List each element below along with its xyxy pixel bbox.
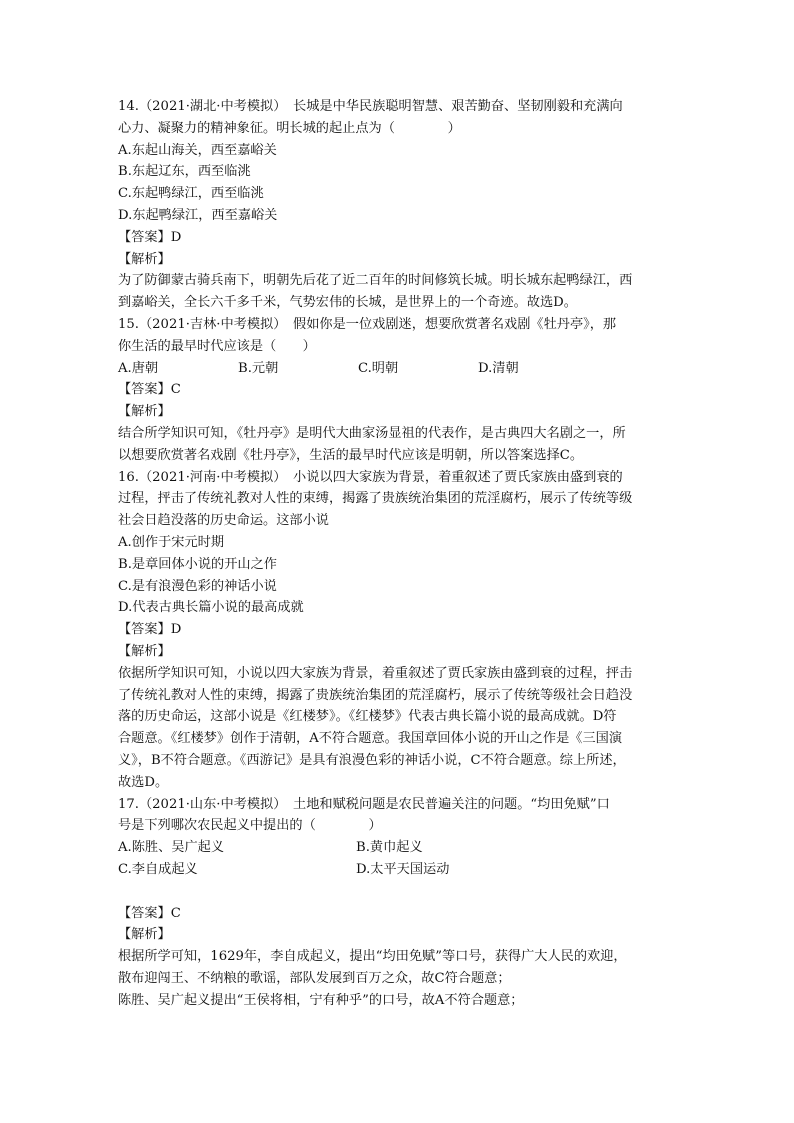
analysis-text: 散布迎闯王、不纳粮的歌谣，部队发展到百万之众，故C符合题意； [118, 971, 511, 987]
answer: 【答案】C [118, 382, 181, 398]
document-page [118, 96, 684, 1012]
analysis-label: 【解析】 [118, 251, 171, 267]
option-b: B.元朝 [238, 360, 279, 376]
question-stem: 14.（2021·湖北·中考模拟） 长城是中华民族聪明智慧、艰苦勤奋、坚韧刚毅和充满向 [118, 99, 623, 114]
analysis-text: 陈胜、吴广起义提出“王侯将相，宁有种乎”的口号，故A不符合题意； [118, 992, 524, 1008]
options-row [118, 358, 684, 380]
analysis-text: 为了防御蒙古骑兵南下，明朝先后花了近二百年的时间修筑长城。明长城东起鸭绿江，西 [118, 273, 633, 289]
question-stem: 17.（2021·山东·中考模拟） 土地和赋税问题是农民普遍关注的问题。“均田免赋”口 [118, 796, 610, 812]
option-c: C.东起鸭绿江，西至临洮 [118, 186, 264, 202]
question-15 [118, 314, 684, 467]
question-16 [118, 467, 684, 794]
analysis-text: 到嘉峪关，全长六千多千米，气势宏伟的长城，是世界上的一个奇迹。故选D。 [118, 295, 577, 311]
question-stem: 心力、凝聚力的精神象征。明长城的起止点为（ ） [118, 120, 461, 136]
question-stem: 16.（2021·河南·中考模拟） 小说以四大家族为背景，着重叙述了贾氏家族由盛到衰的 [118, 469, 623, 485]
option-a: A.东起山海关，西至嘉峪关 [118, 142, 277, 158]
question-stem: 号是下列哪次农民起义中提出的（ ） [118, 818, 382, 834]
analysis-label: 【解析】 [118, 927, 171, 943]
analysis-label: 【解析】 [118, 404, 171, 420]
option-a: A.唐朝 [118, 360, 159, 376]
question-stem: 社会日趋没落的历史命运。这部小说 [118, 513, 329, 529]
question-stem: 你生活的最早时代应该是（ ） [118, 338, 316, 354]
analysis-text: 依据所学知识可知，小说以四大家族为背景，着重叙述了贾氏家族由盛到衰的过程，抨击 [118, 665, 633, 681]
answer: 【答案】C [118, 905, 181, 921]
option-d: D.代表古典长篇小说的最高成就 [118, 600, 304, 616]
analysis-text: 故选D。 [118, 774, 169, 790]
analysis-text: 根据所学可知，1629年，李自成起义，提出“均田免赋”等口号，获得广大人民的欢迎， [118, 949, 627, 965]
option-b: B.东起辽东，西至临洮 [118, 164, 251, 180]
option-b: B.黄巾起义 [356, 840, 423, 856]
analysis-text: 合题意。《红楼梦》创作于清朝，A不符合题意。我国章回体小说的开山之作是《三国演 [118, 731, 623, 747]
analysis-text: 以想要欣赏著名戏剧《牡丹亭》，生活的最早时代应该是明朝，所以答案选择C。 [118, 447, 584, 463]
analysis-text: 落的历史命运，这部小说是《红楼梦》。《红楼梦》代表古典长篇小说的最高成就。D符 [118, 709, 617, 725]
option-d: D.东起鸭绿江，西至嘉峪关 [118, 207, 278, 223]
options-row [118, 859, 684, 881]
options-row [118, 837, 684, 859]
analysis-label: 【解析】 [118, 643, 171, 659]
option-c: C.明朝 [358, 360, 399, 376]
analysis-text: 义》，B不符合题意。《西游记》是具有浪漫色彩的神话小说，C不符合题意。综上所述， [118, 752, 626, 768]
question-stem: 15.（2021·吉林·中考模拟） 假如你是一位戏剧迷，想要欣赏著名戏剧《牡丹亭》，那 [118, 316, 617, 332]
blank-space [118, 881, 684, 903]
answer: 【答案】D [118, 229, 182, 245]
answer: 【答案】D [118, 622, 182, 638]
option-a: A.创作于宋元时期 [118, 534, 225, 550]
analysis-text: 了传统礼教对人性的束缚，揭露了贵族统治集团的荒淫腐朽，展示了传统等级社会日趋没 [118, 687, 633, 703]
option-c: C.是有浪漫色彩的神话小说 [118, 578, 277, 594]
option-c: C.李自成起义 [118, 861, 198, 877]
question-17 [118, 794, 684, 1012]
option-d: D.清朝 [478, 360, 519, 376]
option-b: B.是章回体小说的开山之作 [118, 556, 277, 572]
analysis-text: 结合所学知识可知，《牡丹亭》是明代大曲家汤显祖的代表作，是古典四大名剧之一，所 [118, 425, 626, 441]
option-d: D.太平天国运动 [356, 861, 450, 877]
question-14 [118, 96, 684, 314]
option-a: A.陈胜、吴广起义 [118, 840, 225, 856]
question-stem: 过程，抨击了传统礼教对人性的束缚，揭露了贵族统治集团的荒淫腐朽，展示了传统等级 [118, 491, 633, 507]
